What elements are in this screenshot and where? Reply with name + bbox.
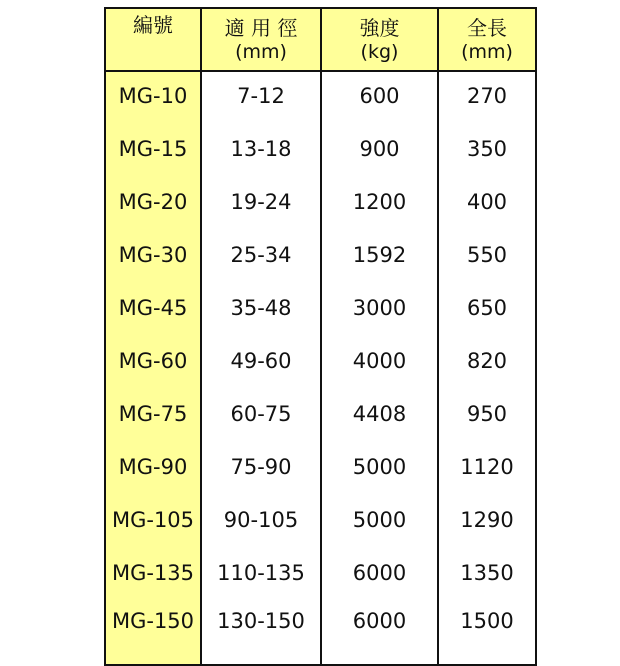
cell-strength: 4000 xyxy=(321,337,438,390)
header-code xyxy=(105,8,201,71)
table-header xyxy=(105,8,536,71)
header-strength-unit: (kg) xyxy=(360,40,399,63)
table-row xyxy=(105,443,536,496)
cell-length: 1350 xyxy=(438,549,536,602)
cell-code: MG-30 xyxy=(105,231,201,284)
cell-length: 1120 xyxy=(438,443,536,496)
table-row xyxy=(105,337,536,390)
table-row xyxy=(105,125,536,178)
cell-strength: 1200 xyxy=(321,178,438,231)
cell-length: 550 xyxy=(438,231,536,284)
cell-code: MG-15 xyxy=(105,125,201,178)
cell-strength: 900 xyxy=(321,125,438,178)
cell-diameter: 35-48 xyxy=(201,284,321,337)
cell-strength: 1592 xyxy=(321,231,438,284)
table-body xyxy=(105,71,536,665)
header-diameter-label: 適 用 徑 xyxy=(224,15,298,40)
cell-strength: 600 xyxy=(321,71,438,125)
cell-code: MG-105 xyxy=(105,496,201,549)
cell-code: MG-60 xyxy=(105,337,201,390)
cell-length: 820 xyxy=(438,337,536,390)
header-strength-label: 強度 xyxy=(359,15,400,40)
cell-diameter: 90-105 xyxy=(201,496,321,549)
header-diameter xyxy=(201,8,321,71)
header-code-label: 編號 xyxy=(133,13,173,37)
cell-code: MG-135 xyxy=(105,549,201,602)
header-length xyxy=(438,8,536,71)
table-row xyxy=(105,549,536,602)
cell-length: 1500 xyxy=(438,602,536,665)
cell-strength: 3000 xyxy=(321,284,438,337)
header-length-unit: (mm) xyxy=(461,40,513,63)
cell-diameter: 110-135 xyxy=(201,549,321,602)
spec-table xyxy=(104,7,537,666)
cell-diameter: 49-60 xyxy=(201,337,321,390)
cell-code: MG-90 xyxy=(105,443,201,496)
header-strength xyxy=(321,8,438,71)
cell-diameter: 60-75 xyxy=(201,390,321,443)
cell-diameter: 7-12 xyxy=(201,71,321,125)
cell-length: 1290 xyxy=(438,496,536,549)
table-row xyxy=(105,231,536,284)
cell-strength: 5000 xyxy=(321,496,438,549)
header-row xyxy=(105,8,536,71)
header-length-label: 全長 xyxy=(467,15,507,40)
table-row xyxy=(105,602,536,665)
cell-length: 950 xyxy=(438,390,536,443)
cell-diameter: 13-18 xyxy=(201,125,321,178)
cell-code: MG-150 xyxy=(105,602,201,665)
cell-diameter: 130-150 xyxy=(201,602,321,665)
table-row xyxy=(105,496,536,549)
cell-code: MG-10 xyxy=(105,71,201,125)
cell-diameter: 19-24 xyxy=(201,178,321,231)
cell-length: 350 xyxy=(438,125,536,178)
cell-code: MG-75 xyxy=(105,390,201,443)
cell-code: MG-45 xyxy=(105,284,201,337)
header-diameter-unit: (mm) xyxy=(235,40,287,63)
cell-strength: 6000 xyxy=(321,549,438,602)
cell-strength: 4408 xyxy=(321,390,438,443)
table-row xyxy=(105,390,536,443)
cell-strength: 6000 xyxy=(321,602,438,665)
table-row xyxy=(105,178,536,231)
cell-length: 650 xyxy=(438,284,536,337)
cell-diameter: 75-90 xyxy=(201,443,321,496)
cell-code: MG-20 xyxy=(105,178,201,231)
cell-length: 270 xyxy=(438,71,536,125)
cell-diameter: 25-34 xyxy=(201,231,321,284)
table-row xyxy=(105,284,536,337)
cell-length: 400 xyxy=(438,178,536,231)
table-row xyxy=(105,71,536,125)
cell-strength: 5000 xyxy=(321,443,438,496)
